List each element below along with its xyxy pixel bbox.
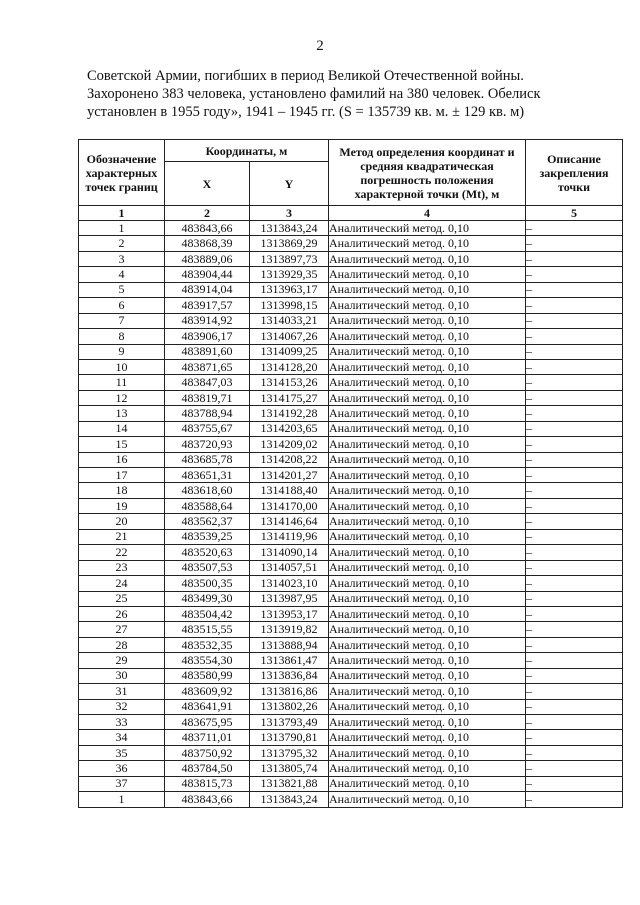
x-cell: 483906,17 (165, 329, 250, 344)
description-cell: – (526, 437, 623, 452)
description-cell: – (526, 560, 623, 575)
point-cell: 12 (79, 390, 165, 405)
method-cell: Аналитический метод. 0,10 (329, 390, 526, 405)
intro-line: Советской Армии, погибших в период Великой Отечественной войны. (87, 68, 524, 84)
method-cell: Аналитический метод. 0,10 (329, 437, 526, 452)
table-row (79, 730, 623, 745)
point-cell: 35 (79, 745, 165, 760)
point-cell: 11 (79, 375, 165, 390)
x-cell: 483720,93 (165, 437, 250, 452)
method-cell: Аналитический метод. 0,10 (329, 406, 526, 421)
x-cell: 483815,73 (165, 776, 250, 791)
y-cell: 1313805,74 (250, 761, 329, 776)
point-cell: 24 (79, 576, 165, 591)
table-row (79, 606, 623, 621)
point-cell: 2 (79, 236, 165, 251)
x-cell: 483609,92 (165, 684, 250, 699)
y-cell: 1314203,65 (250, 421, 329, 436)
method-cell: Аналитический метод. 0,10 (329, 606, 526, 621)
intro-paragraph (87, 67, 607, 121)
x-cell: 483507,53 (165, 560, 250, 575)
table-row (79, 560, 623, 575)
description-cell: – (526, 251, 623, 266)
column-number: 3 (250, 206, 329, 221)
coordinates-table (78, 139, 623, 808)
description-cell: – (526, 267, 623, 282)
x-cell: 483504,42 (165, 606, 250, 621)
y-cell: 1314209,02 (250, 437, 329, 452)
description-cell: – (526, 622, 623, 637)
y-cell: 1313963,17 (250, 282, 329, 297)
x-cell: 483651,31 (165, 468, 250, 483)
page-number: 2 (316, 38, 324, 54)
method-cell: Аналитический метод. 0,10 (329, 421, 526, 436)
table-row (79, 591, 623, 606)
x-cell: 483871,65 (165, 359, 250, 374)
method-cell: Аналитический метод. 0,10 (329, 529, 526, 544)
point-cell: 1 (79, 221, 165, 236)
column-number: 1 (79, 206, 165, 221)
y-cell: 1313998,15 (250, 298, 329, 313)
point-cell: 26 (79, 606, 165, 621)
y-cell: 1314146,64 (250, 514, 329, 529)
x-cell: 483711,01 (165, 730, 250, 745)
point-cell: 28 (79, 637, 165, 652)
table-row (79, 267, 623, 282)
method-cell: Аналитический метод. 0,10 (329, 498, 526, 513)
point-cell: 7 (79, 313, 165, 328)
description-cell: – (526, 344, 623, 359)
table-row (79, 452, 623, 467)
x-cell: 483562,37 (165, 514, 250, 529)
description-cell: – (526, 699, 623, 714)
table-body (79, 221, 623, 808)
y-cell: 1314192,28 (250, 406, 329, 421)
method-cell: Аналитический метод. 0,10 (329, 251, 526, 266)
table-row (79, 329, 623, 344)
intro-line: установлен в 1955 году», 1941 – 1945 гг. (S = 135739 кв. м. ± 129 кв. м) (87, 104, 525, 120)
description-cell: – (526, 390, 623, 405)
table-row (79, 421, 623, 436)
y-cell: 1313919,82 (250, 622, 329, 637)
x-cell: 483819,71 (165, 390, 250, 405)
x-cell: 483843,66 (165, 792, 250, 807)
method-cell: Аналитический метод. 0,10 (329, 745, 526, 760)
description-cell: – (526, 452, 623, 467)
y-cell: 1314119,96 (250, 529, 329, 544)
y-cell: 1313843,24 (250, 221, 329, 236)
table-row (79, 498, 623, 513)
table-row (79, 637, 623, 652)
x-cell: 483685,78 (165, 452, 250, 467)
header-method-label: Метод определения координат и средняя квадратическая погрешность положения характерной точки (Mt), м (329, 140, 526, 206)
point-cell: 15 (79, 437, 165, 452)
y-cell: 1314067,26 (250, 329, 329, 344)
x-cell: 483500,35 (165, 576, 250, 591)
description-cell: – (526, 282, 623, 297)
point-cell: 18 (79, 483, 165, 498)
method-cell: Аналитический метод. 0,10 (329, 684, 526, 699)
method-cell: Аналитический метод. 0,10 (329, 761, 526, 776)
y-cell: 1313861,47 (250, 653, 329, 668)
x-cell: 483588,64 (165, 498, 250, 513)
y-cell: 1314188,40 (250, 483, 329, 498)
table-row (79, 282, 623, 297)
table-row (79, 221, 623, 236)
description-cell: – (526, 221, 623, 236)
description-cell: – (526, 684, 623, 699)
table-row (79, 684, 623, 699)
table-row (79, 545, 623, 560)
y-cell: 1313869,29 (250, 236, 329, 251)
description-cell: – (526, 483, 623, 498)
method-cell: Аналитический метод. 0,10 (329, 576, 526, 591)
method-cell: Аналитический метод. 0,10 (329, 313, 526, 328)
table-row (79, 344, 623, 359)
point-cell: 37 (79, 776, 165, 791)
x-cell: 483499,30 (165, 591, 250, 606)
x-cell: 483904,44 (165, 267, 250, 282)
y-cell: 1314175,27 (250, 390, 329, 405)
x-cell: 483580,99 (165, 668, 250, 683)
point-cell: 8 (79, 329, 165, 344)
header-point-label: Обозначение характерных точек границ (79, 140, 165, 206)
point-cell: 31 (79, 684, 165, 699)
table-row (79, 653, 623, 668)
point-cell: 5 (79, 282, 165, 297)
point-cell: 9 (79, 344, 165, 359)
method-cell: Аналитический метод. 0,10 (329, 359, 526, 374)
y-cell: 1314033,21 (250, 313, 329, 328)
method-cell: Аналитический метод. 0,10 (329, 298, 526, 313)
method-cell: Аналитический метод. 0,10 (329, 514, 526, 529)
description-cell: – (526, 514, 623, 529)
table-row (79, 576, 623, 591)
table-row (79, 792, 623, 807)
description-cell: – (526, 668, 623, 683)
table-row (79, 761, 623, 776)
description-cell: – (526, 576, 623, 591)
x-cell: 483917,57 (165, 298, 250, 313)
point-cell: 17 (79, 468, 165, 483)
method-cell: Аналитический метод. 0,10 (329, 452, 526, 467)
y-cell: 1314057,51 (250, 560, 329, 575)
x-cell: 483843,66 (165, 221, 250, 236)
point-cell: 16 (79, 452, 165, 467)
y-cell: 1313953,17 (250, 606, 329, 621)
method-cell: Аналитический метод. 0,10 (329, 236, 526, 251)
y-cell: 1313816,86 (250, 684, 329, 699)
method-cell: Аналитический метод. 0,10 (329, 560, 526, 575)
point-cell: 36 (79, 761, 165, 776)
method-cell: Аналитический метод. 0,10 (329, 221, 526, 236)
method-cell: Аналитический метод. 0,10 (329, 730, 526, 745)
y-cell: 1313888,94 (250, 637, 329, 652)
x-cell: 483755,67 (165, 421, 250, 436)
x-cell: 483554,30 (165, 653, 250, 668)
table-row (79, 437, 623, 452)
column-number: 5 (526, 206, 623, 221)
x-cell: 483618,60 (165, 483, 250, 498)
description-cell: – (526, 406, 623, 421)
description-cell: – (526, 236, 623, 251)
header-x-label: X (165, 162, 250, 206)
method-cell: Аналитический метод. 0,10 (329, 344, 526, 359)
table-row (79, 251, 623, 266)
method-cell: Аналитический метод. 0,10 (329, 483, 526, 498)
x-cell: 483868,39 (165, 236, 250, 251)
y-cell: 1314128,20 (250, 359, 329, 374)
point-cell: 14 (79, 421, 165, 436)
table-row (79, 313, 623, 328)
point-cell: 4 (79, 267, 165, 282)
method-cell: Аналитический метод. 0,10 (329, 715, 526, 730)
x-cell: 483750,92 (165, 745, 250, 760)
description-cell: – (526, 637, 623, 652)
point-cell: 27 (79, 622, 165, 637)
method-cell: Аналитический метод. 0,10 (329, 591, 526, 606)
x-cell: 483914,04 (165, 282, 250, 297)
point-cell: 1 (79, 792, 165, 807)
description-cell: – (526, 468, 623, 483)
description-cell: – (526, 329, 623, 344)
description-cell: – (526, 529, 623, 544)
y-cell: 1314099,25 (250, 344, 329, 359)
method-cell: Аналитический метод. 0,10 (329, 545, 526, 560)
method-cell: Аналитический метод. 0,10 (329, 282, 526, 297)
intro-line: Захоронено 383 человека, установлено фамилий на 380 человек. Обелиск (87, 86, 541, 102)
method-cell: Аналитический метод. 0,10 (329, 267, 526, 282)
description-cell: – (526, 375, 623, 390)
y-cell: 1314170,00 (250, 498, 329, 513)
table-row (79, 406, 623, 421)
point-cell: 13 (79, 406, 165, 421)
column-number: 2 (165, 206, 250, 221)
point-cell: 34 (79, 730, 165, 745)
header-description-label: Описание закрепления точки (526, 140, 623, 206)
point-cell: 32 (79, 699, 165, 714)
method-cell: Аналитический метод. 0,10 (329, 792, 526, 807)
description-cell: – (526, 591, 623, 606)
description-cell: – (526, 792, 623, 807)
table-row (79, 359, 623, 374)
table-row (79, 745, 623, 760)
table-row (79, 390, 623, 405)
description-cell: – (526, 776, 623, 791)
point-cell: 25 (79, 591, 165, 606)
header-coords-label: Координаты, м (165, 140, 329, 162)
point-cell: 30 (79, 668, 165, 683)
description-cell: – (526, 606, 623, 621)
y-cell: 1313836,84 (250, 668, 329, 683)
table-row (79, 715, 623, 730)
x-cell: 483641,91 (165, 699, 250, 714)
column-number: 4 (329, 206, 526, 221)
description-cell: – (526, 359, 623, 374)
method-cell: Аналитический метод. 0,10 (329, 699, 526, 714)
y-cell: 1314090,14 (250, 545, 329, 560)
description-cell: – (526, 298, 623, 313)
point-cell: 29 (79, 653, 165, 668)
y-cell: 1314153,26 (250, 375, 329, 390)
point-cell: 3 (79, 251, 165, 266)
description-cell: – (526, 715, 623, 730)
method-cell: Аналитический метод. 0,10 (329, 668, 526, 683)
x-cell: 483889,06 (165, 251, 250, 266)
point-cell: 10 (79, 359, 165, 374)
description-cell: – (526, 498, 623, 513)
table-row (79, 483, 623, 498)
table-row (79, 529, 623, 544)
description-cell: – (526, 745, 623, 760)
method-cell: Аналитический метод. 0,10 (329, 468, 526, 483)
method-cell: Аналитический метод. 0,10 (329, 329, 526, 344)
x-cell: 483532,35 (165, 637, 250, 652)
table-row (79, 668, 623, 683)
x-cell: 483515,55 (165, 622, 250, 637)
y-cell: 1313793,49 (250, 715, 329, 730)
y-cell: 1314208,22 (250, 452, 329, 467)
table-row (79, 699, 623, 714)
description-cell: – (526, 313, 623, 328)
y-cell: 1313802,26 (250, 699, 329, 714)
header-y-label: Y (250, 162, 329, 206)
method-cell: Аналитический метод. 0,10 (329, 622, 526, 637)
point-cell: 20 (79, 514, 165, 529)
point-cell: 21 (79, 529, 165, 544)
x-cell: 483914,92 (165, 313, 250, 328)
y-cell: 1313821,88 (250, 776, 329, 791)
method-cell: Аналитический метод. 0,10 (329, 776, 526, 791)
point-cell: 33 (79, 715, 165, 730)
description-cell: – (526, 545, 623, 560)
table-row (79, 298, 623, 313)
x-cell: 483891,60 (165, 344, 250, 359)
point-cell: 22 (79, 545, 165, 560)
x-cell: 483520,63 (165, 545, 250, 560)
table-row (79, 468, 623, 483)
y-cell: 1313987,95 (250, 591, 329, 606)
x-cell: 483784,50 (165, 761, 250, 776)
point-cell: 23 (79, 560, 165, 575)
table-row (79, 236, 623, 251)
method-cell: Аналитический метод. 0,10 (329, 375, 526, 390)
point-cell: 19 (79, 498, 165, 513)
description-cell: – (526, 761, 623, 776)
y-cell: 1313795,32 (250, 745, 329, 760)
x-cell: 483539,25 (165, 529, 250, 544)
point-cell: 6 (79, 298, 165, 313)
y-cell: 1314201,27 (250, 468, 329, 483)
x-cell: 483788,94 (165, 406, 250, 421)
y-cell: 1313790,81 (250, 730, 329, 745)
description-cell: – (526, 730, 623, 745)
y-cell: 1314023,10 (250, 576, 329, 591)
description-cell: – (526, 653, 623, 668)
table-row (79, 514, 623, 529)
x-cell: 483675,95 (165, 715, 250, 730)
method-cell: Аналитический метод. 0,10 (329, 637, 526, 652)
y-cell: 1313897,73 (250, 251, 329, 266)
description-cell: – (526, 421, 623, 436)
table-row (79, 622, 623, 637)
y-cell: 1313843,24 (250, 792, 329, 807)
y-cell: 1313929,35 (250, 267, 329, 282)
table-row (79, 776, 623, 791)
table-row (79, 375, 623, 390)
x-cell: 483847,03 (165, 375, 250, 390)
method-cell: Аналитический метод. 0,10 (329, 653, 526, 668)
